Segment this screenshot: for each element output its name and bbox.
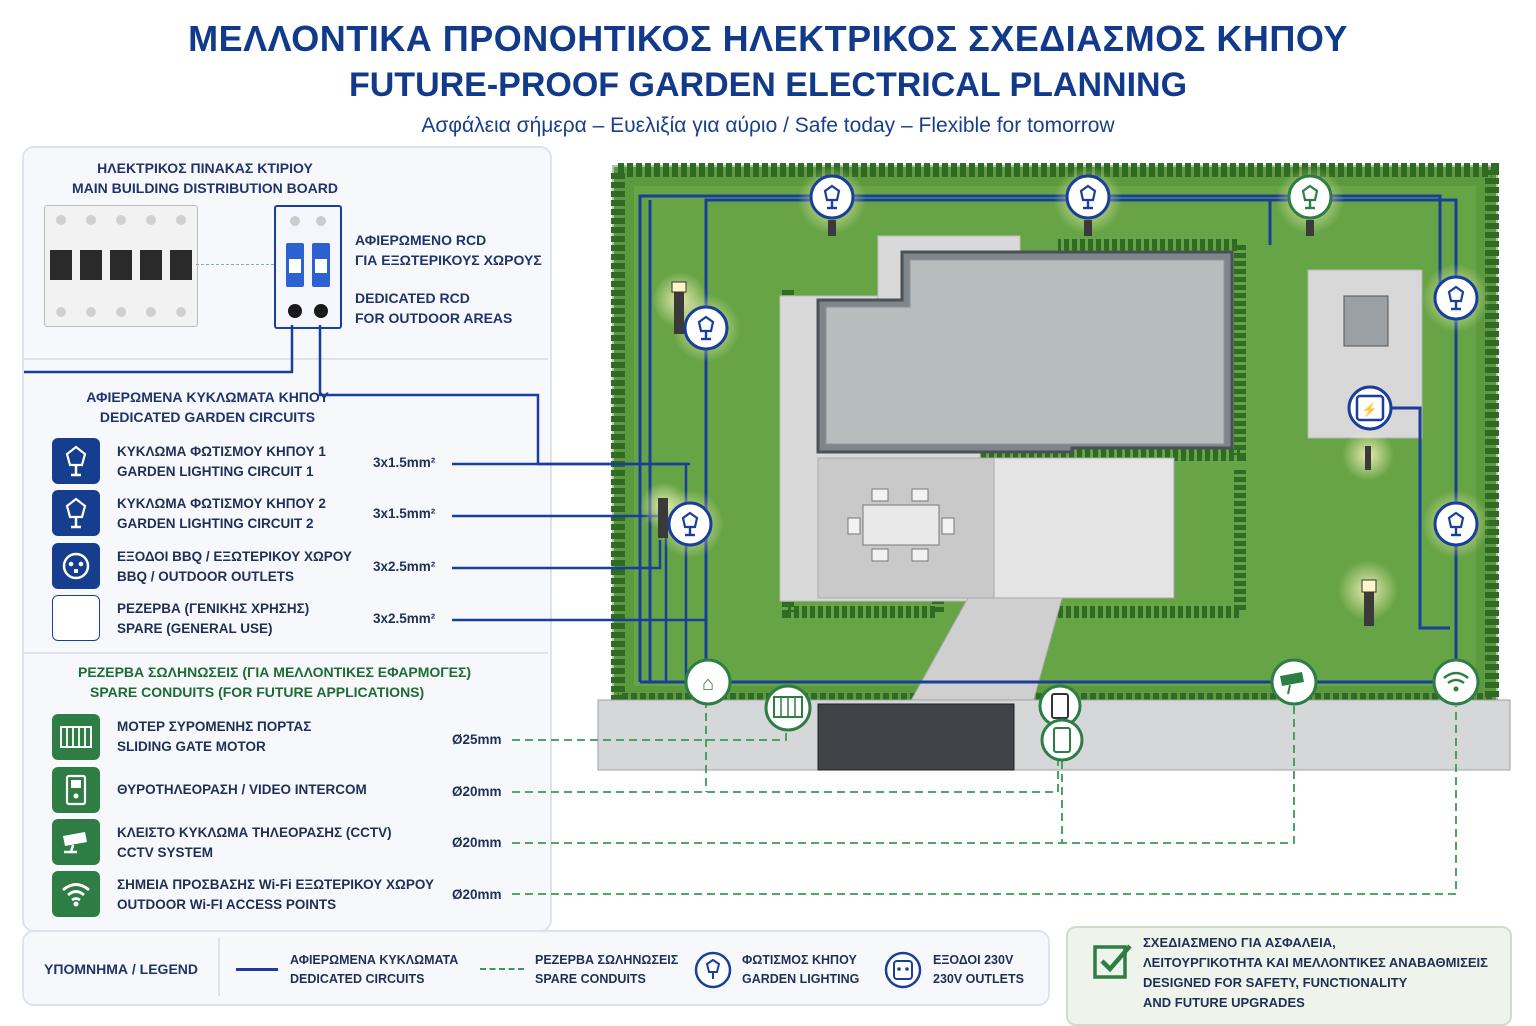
legend-lighting-english: GARDEN LIGHTING <box>742 972 860 986</box>
legend-lighting-greek: ΦΩΤΙΣΜΟΣ ΚΗΠΟΥ <box>742 953 857 967</box>
circuits-title-english: DEDICATED GARDEN CIRCUITS <box>99 409 316 425</box>
circuit-4-cable: 3x2.5mm² <box>373 611 436 626</box>
page-title-english: FUTURE-PROOF GARDEN ELECTRICAL PLANNING <box>348 66 1188 104</box>
conduit-2-size: Ø20mm <box>452 784 502 799</box>
legend-dedicated <box>290 951 458 989</box>
page-subtitle: Ασφάλεια σήμερα – Ευελιξία για αύριο / Safe today – Flexible for tomorrow <box>421 114 1115 137</box>
circuit-3-english: BBQ / OUTDOOR OUTLETS <box>117 569 294 584</box>
page-title-greek: ΜΕΛΛΟΝΤΙΚΑ ΠΡΟΝΟΗΤΙΚΟΣ ΗΛΕΚΤΡΙΚΟΣ ΣΧΕΔΙΑΣΜΟΣ ΚΗΠΟΥ <box>188 18 1348 59</box>
legend-spare-english: SPARE CONDUITS <box>535 972 646 986</box>
legend-lighting <box>742 951 859 989</box>
circuit-3-cable: 3x2.5mm² <box>373 559 436 574</box>
design-note-line2: ΛΕΙΤΟΥΡΓΙΚΟΤΗΤΑ ΚΑΙ ΜΕΛΛΟΝΤΙΚΕΣ ΑΝΑΒΑΘΜΙΣΕΙΣ <box>1143 955 1488 970</box>
garden-light-icon <box>811 176 853 218</box>
circuit-1-cable: 3x1.5mm² <box>373 455 436 470</box>
outlet-bbq-icon <box>1349 387 1391 429</box>
feeder-lines <box>24 325 706 682</box>
circuit-2-greek: ΚΥΚΛΩΜΑ ΦΩΤΙΣΜΟΥ ΚΗΠΟΥ 2 <box>117 496 326 511</box>
legend-outlets <box>933 951 1024 989</box>
circuit-1-greek: ΚΥΚΛΩΜΑ ΦΩΤΙΣΜΟΥ ΚΗΠΟΥ 1 <box>117 444 326 459</box>
board-title-english: MAIN BUILDING DISTRIBUTION BOARD <box>72 180 338 196</box>
circuit-1-english: GARDEN LIGHTING CIRCUIT 1 <box>117 464 314 479</box>
conduit-4-greek: ΣΗΜΕΙΑ ΠΡΟΣΒΑΣΗΣ Wi-Fi ΕΞΩΤΕΡΙΚΟΥ ΧΩΡΟΥ <box>117 877 435 892</box>
circuit-4-greek: ΡΕΖΕΡΒΑ (ΓΕΝΙΚΗΣ ΧΡΗΣΗΣ) <box>117 601 310 616</box>
legend-dedicated-greek: ΑΦΙΕΡΩΜΕΝΑ ΚΥΚΛΩΜΑΤΑ <box>290 953 459 967</box>
bbq-grill <box>1344 296 1388 346</box>
conduit-2-greek: ΘΥΡΟΤΗΛΕΟΡΑΣΗ / VIDEO INTERCOM <box>117 782 367 797</box>
design-note-line1: ΣΧΕΔΙΑΣΜΕΝΟ ΓΙΑ ΑΣΦΑΛΕΙΑ, <box>1143 935 1336 950</box>
svg-text:⌂: ⌂ <box>701 673 715 695</box>
checkbox-icon <box>1092 942 1134 982</box>
conduits-title-greek: ΡΕΖΕΡΒΑ ΣΩΛΗΝΩΣΕΙΣ (ΓΙΑ ΜΕΛΛΟΝΤΙΚΕΣ ΕΦΑΡΜΟΓΕΣ) <box>78 664 472 680</box>
rcd-label-english-1: DEDICATED RCD <box>355 290 470 306</box>
legend-divider <box>218 938 220 996</box>
conduit-4-size: Ø20mm <box>452 887 502 902</box>
circuit-2-english: GARDEN LIGHTING CIRCUIT 2 <box>117 516 314 531</box>
legend-outlets-greek: ΕΞΟΔΟΙ 230V <box>933 953 1014 967</box>
circuits-title-greek: ΑΦΙΕΡΩΜΕΝΑ ΚΥΚΛΩΜΑΤΑ ΚΗΠΟΥ <box>86 389 329 405</box>
board-title-greek: ΗΛΕΚΤΡΙΚΟΣ ΠΙΝΑΚΑΣ ΚΤΙΡΙΟΥ <box>97 160 313 176</box>
deck <box>994 458 1174 598</box>
garden-light-icon <box>1289 176 1331 218</box>
conduit-1-english: SLIDING GATE MOTOR <box>117 739 266 754</box>
legend-outlet-icon <box>884 951 922 989</box>
garden-light-icon <box>1435 277 1477 319</box>
legend-outlets-english: 230V OUTLETS <box>933 972 1024 986</box>
legend-spare <box>535 951 678 989</box>
conduit-3-greek: ΚΛΕΙΣΤΟ ΚΥΚΛΩΜΑ ΤΗΛΕΟΡΑΣΗΣ (CCTV) <box>117 825 392 840</box>
rcd-label-english-2: FOR OUTDOOR AREAS <box>355 310 513 326</box>
garden-light-icon <box>669 503 711 545</box>
dining-table <box>863 505 939 545</box>
legend-spare-swatch <box>480 968 524 970</box>
svg-text:⚡: ⚡ <box>1361 402 1379 417</box>
legend-title: ΥΠΟΜΝΗΜΑ / LEGEND <box>44 961 198 977</box>
garden-light-icon <box>1067 176 1109 218</box>
circuit-2-cable: 3x1.5mm² <box>373 506 436 521</box>
design-note-line3: DESIGNED FOR SAFETY, FUNCTIONALITY <box>1143 975 1408 990</box>
legend-dedicated-swatch <box>236 968 278 971</box>
rcd-label-greek-1: ΑΦΙΕΡΩΜΕΝΟ RCD <box>355 232 487 248</box>
conduit-4-english: OUTDOOR Wi-FI ACCESS POINTS <box>117 897 337 912</box>
rcd-label-greek-2: ΓΙΑ ΕΞΩΤΕΡΙΚΟΥΣ ΧΩΡΟΥΣ <box>355 252 542 268</box>
conduit-1-greek: ΜΟΤΕΡ ΣΥΡΟΜΕΝΗΣ ΠΟΡΤΑΣ <box>117 719 312 734</box>
conduit-3-size: Ø20mm <box>452 835 502 850</box>
conduits-title-english: SPARE CONDUITS (FOR FUTURE APPLICATIONS) <box>90 684 425 700</box>
conduit-1-size: Ø25mm <box>452 732 502 747</box>
circuit-4-english: SPARE (GENERAL USE) <box>117 621 273 636</box>
design-note <box>1143 933 1488 1013</box>
circuit-3-greek: ΕΞΟΔΟΙ BBQ / ΕΞΩΤΕΡΙΚΟΥ ΧΩΡΟΥ <box>117 549 352 564</box>
legend-dedicated-english: DEDICATED CIRCUITS <box>290 972 425 986</box>
design-note-line4: AND FUTURE UPGRADES <box>1143 995 1305 1010</box>
garden-light-icon <box>685 307 727 349</box>
garden-light-icon <box>1435 503 1477 545</box>
conduit-3-english: CCTV SYSTEM <box>117 845 214 860</box>
sliding-gate <box>818 704 1014 770</box>
legend-spare-greek: ΡΕΖΕΡΒΑ ΣΩΛΗΝΩΣΕΙΣ <box>535 953 679 967</box>
legend-garden-light-icon <box>694 951 732 989</box>
